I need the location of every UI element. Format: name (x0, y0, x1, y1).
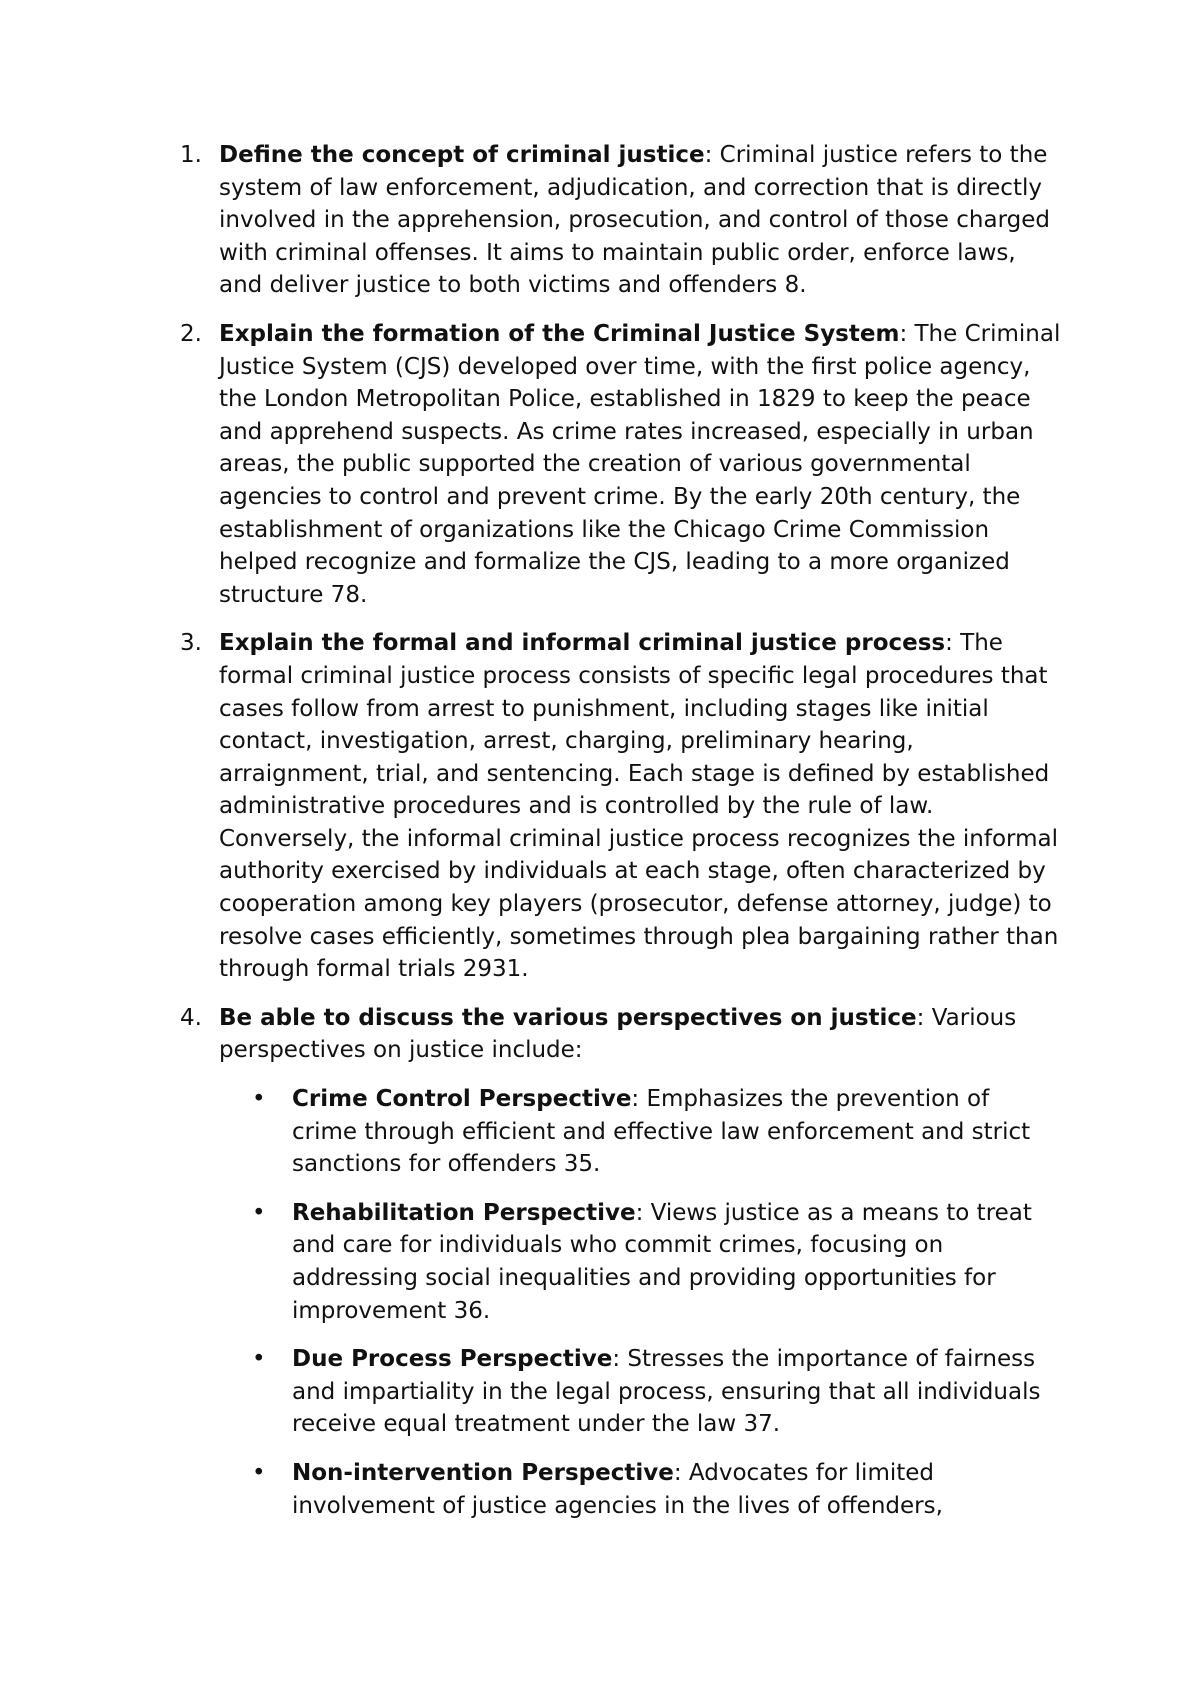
item-text: : Criminal justice refers to the system of law enforcement, adjudication, and correction that is directly involved in the apprehension, prosecution, and control of those charged with criminal offenses. It aims to maintain public order, enforce laws, and deliver justice to both victims and offenders 8. (219, 142, 1050, 299)
list-number: 2. (180, 320, 202, 347)
item-heading: Explain the formation of the Criminal Justice System (219, 320, 900, 347)
perspective-heading: Crime Control Perspective (292, 1086, 632, 1113)
list-number: 3. (180, 630, 202, 657)
list-number: 4. (180, 1004, 202, 1031)
item-text: : The Criminal Justice System (CJS) developed over time, with the first police agency, the London Metropolitan Police, established in 1829 to keep the peace and apprehend suspects. As crime rates increased, especially in urban areas, the public supported the creation of various governmental agencies to control and prevent crime. By the early 20th century, the establishment of organizations like the Chicago Crime Commission helped recognize and formalize the CJS, leading to a more organized structure 78. (219, 320, 1061, 608)
perspective-item (219, 1343, 1061, 1441)
perspective-heading: Non-intervention Perspective (292, 1459, 674, 1486)
item-heading: Explain the formal and informal criminal justice process (219, 630, 946, 657)
perspective-heading: Rehabilitation Perspective (292, 1199, 636, 1226)
list-number: 1. (180, 142, 202, 168)
list-item (0, 318, 1061, 611)
item-text: : The formal criminal justice process consists of specific legal procedures that cases follow from arrest to punishment, including stages like initial contact, investigation, arrest, charging, preliminary hearing, arraignment, trial, and sentencing. Each stage is defined by established administrative procedures and is controlled by the rule of law. Conversely, the informal criminal justice process recognizes the informal authority exercised by individuals at each stage, often characterized by cooperation among key players (prosecutor, defense attorney, judge) to resolve cases efficiently, sometimes through plea bargaining rather than through formal trials 2931. (219, 630, 1059, 983)
perspective-text: : Advocates for limited involvement of justice agencies in the lives of offenders, (292, 1459, 943, 1519)
list-item (0, 139, 1061, 302)
perspective-item (219, 1457, 1061, 1522)
perspectives-list (219, 1083, 1061, 1522)
item-heading: Define the concept of criminal justice (219, 142, 705, 168)
perspective-item (219, 1197, 1061, 1327)
perspective-heading: Due Process Perspective (292, 1346, 613, 1373)
perspective-item (219, 1083, 1061, 1181)
bullet-icon: • (252, 1086, 266, 1113)
item-heading: Be able to discuss the various perspectives on justice (219, 1004, 917, 1031)
bullet-icon: • (252, 1346, 266, 1373)
item-text: : Various perspectives on justice include: (219, 1004, 1017, 1064)
perspective-text: : Views justice as a means to treat and care for individuals who commit crimes, focusing on addressing social inequalities and providing opportunities for improvement 36. (292, 1199, 1032, 1324)
bullet-icon: • (252, 1199, 266, 1226)
list-item (0, 1002, 1061, 1522)
perspective-text: : Stresses the importance of fairness and impartiality in the legal process, ensuring that all individuals receive equal treatment under the law 37. (292, 1346, 1041, 1438)
bullet-icon: • (252, 1459, 266, 1486)
perspective-text: : Emphasizes the prevention of crime through efficient and effective law enforcement and strict sanctions for offenders 35. (292, 1086, 1031, 1178)
list-item (0, 627, 1061, 986)
numbered-list (0, 139, 1200, 1538)
